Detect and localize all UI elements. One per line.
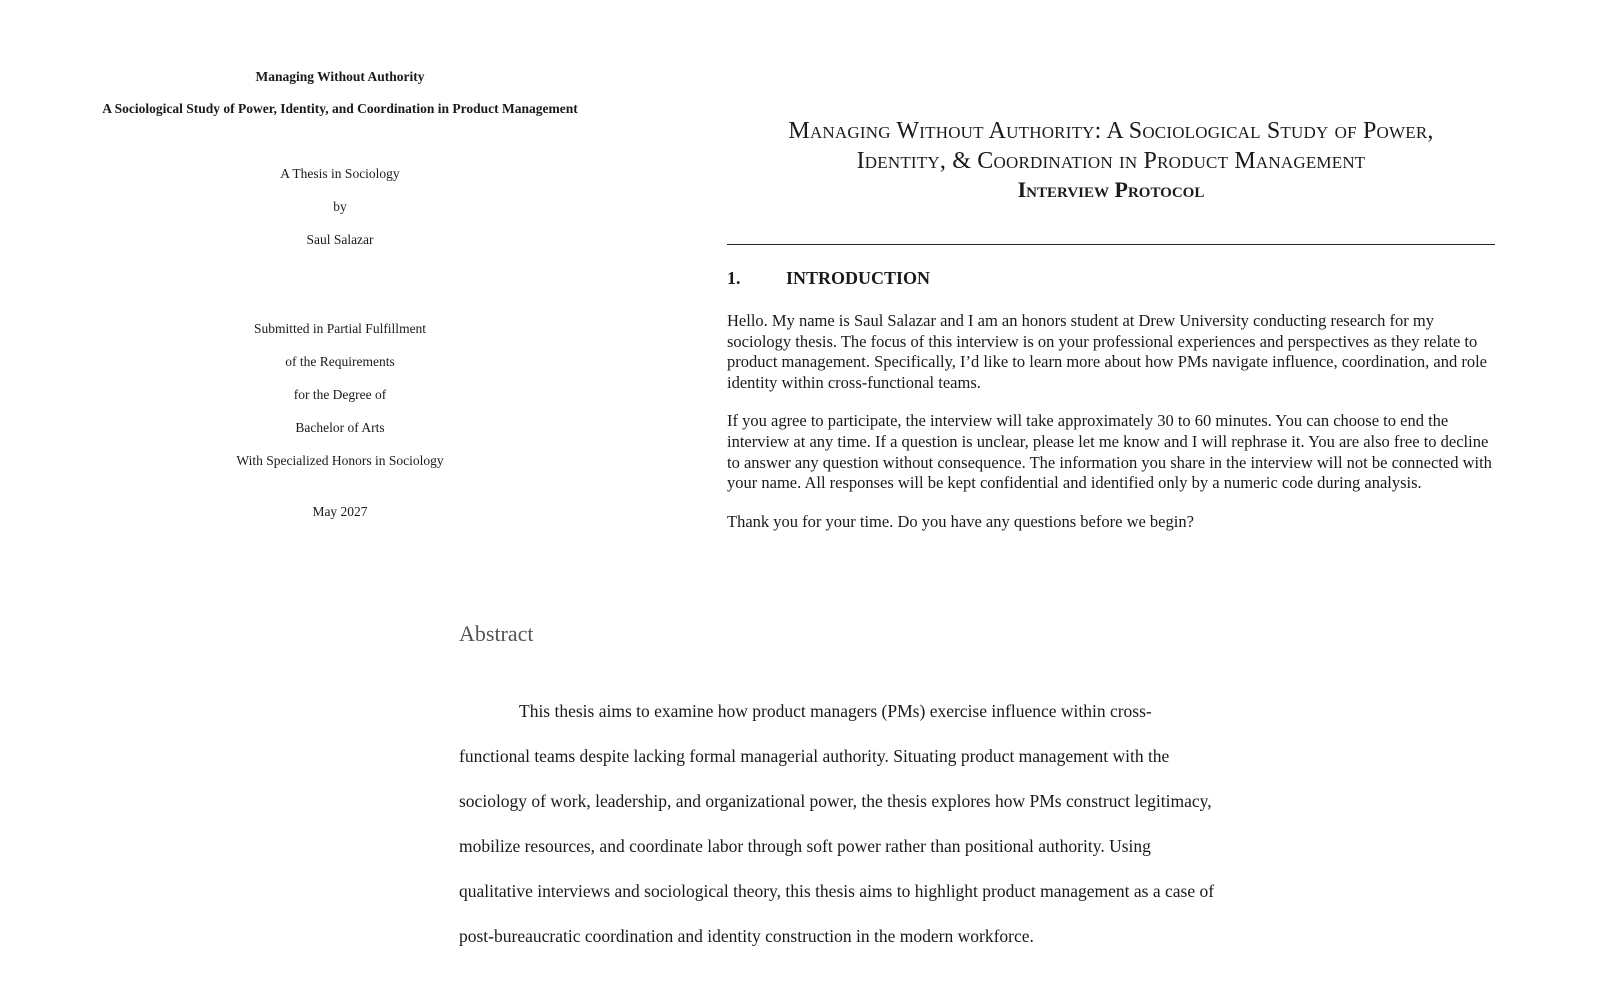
submission-date: May 2027 — [312, 504, 368, 519]
thesis-title: Managing Without Authority — [255, 69, 425, 84]
protocol-heading-line-1: Managing Without Authority: A Sociological Study of Power, — [788, 118, 1434, 144]
abstract-section — [459, 620, 1219, 959]
thesis-subtitle: A Sociological Study of Power, Identity, and Coordination in Product Management — [102, 101, 578, 116]
by-label: by — [333, 199, 347, 214]
submission-line: With Specialized Honors in Sociology — [236, 453, 444, 468]
section-title: INTRODUCTION — [786, 268, 931, 288]
closing-paragraph: Thank you for your time. Do you have any questions before we begin? — [727, 511, 1194, 531]
title-page — [60, 68, 620, 521]
participation-paragraph: If you agree to participate, the interview will take approximately 30 to 60 minutes. You can choose to end the interview at any time. If a question is unclear, please let me know and I will rephrase it. You are also free to decline to answer any question without consequence. The information you share in the interview will not be connected with your name. All responses will be kept confidential and identified only by a numeric code during analysis. — [727, 411, 1492, 493]
heading-divider — [727, 244, 1495, 245]
authorship-block — [60, 165, 620, 249]
protocol-subheading: Interview Protocol — [1017, 177, 1205, 202]
author-name: Saul Salazar — [306, 232, 374, 247]
submission-block — [60, 320, 620, 470]
abstract-heading: Abstract — [459, 621, 534, 646]
protocol-heading-line-2: Identity, & Coordination in Product Management — [856, 148, 1366, 174]
submission-line: Submitted in Partial Fulfillment — [253, 321, 427, 336]
thesis-type: A Thesis in Sociology — [280, 166, 400, 181]
section-number: 1. — [727, 268, 741, 288]
interview-protocol — [727, 116, 1495, 532]
submission-line: Bachelor of Arts — [295, 420, 385, 435]
abstract-body: This thesis aims to examine how product managers (PMs) exercise influence within cross-functional teams despite lacking formal managerial authority. Situating product management with the sociology of work, leadership, and organizational power, the thesis explores how PMs construct legitimacy, mobilize resources, and coordinate labor through soft power rather than positional authority. Using qualitative interviews and sociological theory, this thesis aims to highlight product management as a case of post-bureaucratic coordination and identity construction in the modern workforce. — [459, 701, 1215, 946]
intro-paragraph: Hello. My name is Saul Salazar and I am an honors student at Drew University conducting research for my sociology thesis. The focus of this interview is on your professional experiences and perspectives as they relate to product management. Specifically, I’d like to learn more about how PMs navigate influence, coordination, and role identity within cross-functional teams. — [727, 311, 1487, 392]
submission-line: for the Degree of — [293, 387, 387, 402]
section-heading — [727, 267, 1495, 289]
submission-line: of the Requirements — [285, 354, 395, 369]
